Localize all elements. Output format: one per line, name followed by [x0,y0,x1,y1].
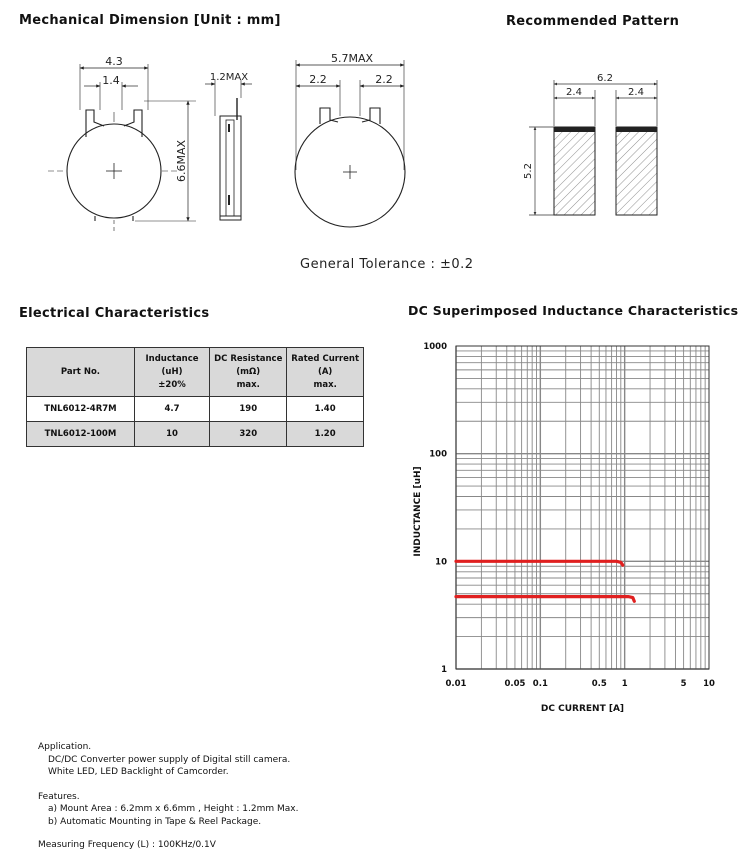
electrical-title: Electrical Characteristics [19,306,210,321]
feature-b: b) Automatic Mounting in Tape & Reel Package. [48,816,262,827]
application-title: Application. [38,742,92,752]
application-line-1: DC/DC Converter power supply of Digital still camera. [48,754,291,765]
cell-part: TNL6012-4R7M [27,397,135,422]
pattern-total: 6.2 [597,73,613,84]
notes [38,741,298,852]
features-title: Features. [38,791,80,802]
general-tolerance: General Tolerance : ±0.2 [300,257,474,272]
x-tick-label: 0.1 [532,679,548,689]
chart-series [456,561,634,601]
application-line-2: White LED, LED Backlight of Camcorder. [48,767,229,777]
feature-a: a) Mount Area : 6.2mm x 6.6mm , Height : 1.2mm Max. [48,804,299,814]
x-tick-label: 1 [621,679,628,689]
header-part-no: Part No. [27,348,135,397]
y-tick-labels [423,342,447,675]
pad-right [616,127,657,215]
cell-current: 1.20 [287,422,364,447]
pattern-drawing [515,60,685,230]
side-view [205,80,252,220]
x-tick-label: 0.01 [445,679,467,689]
table-row [27,397,364,422]
pattern-pad-right: 2.4 [628,87,644,98]
dim-width: 4.3 [105,55,123,68]
series-line-2 [456,597,634,602]
mechanical-drawing [0,40,500,240]
dc-inductance-chart [400,335,750,725]
cell-resistance: 320 [210,422,287,447]
y-tick-label: 1000 [423,342,447,352]
cell-part: TNL6012-100M [27,422,135,447]
measuring-frequency: Measuring Frequency (L) : 100KHz/0.1V [38,840,216,850]
y-tick-label: 100 [429,449,447,460]
dim-height: 6.6MAX [175,139,188,183]
chart-grid [456,346,709,669]
x-tick-label: 0.5 [591,679,607,689]
pattern-title: Recommended Pattern [506,14,680,29]
x-tick-labels [446,679,715,689]
x-tick-label: 10 [703,679,715,689]
dim-right: 2.2 [375,73,393,86]
dim-left: 2.2 [309,73,327,86]
pattern-pad-left: 2.4 [566,87,582,98]
cell-inductance: 4.7 [134,397,209,422]
pad-left [554,127,595,215]
chart-title: DC Superimposed Inductance Characteristics [408,303,739,318]
header-rated-current: Rated Current (A) max. [287,348,364,397]
y-tick-label: 10 [435,557,447,568]
dim-thickness: 1.2MAX [209,72,249,83]
x-axis-label: DC CURRENT [A] [540,704,625,714]
x-tick-label: 5 [680,679,687,689]
cell-resistance: 190 [210,397,287,422]
plot-frame [456,346,709,669]
table-header-row [27,348,364,397]
dim-max-width: 5.7MAX [330,52,374,65]
x-tick-label: 0.05 [504,679,526,689]
header-inductance: Inductance (uH) ±20% [134,348,209,397]
table-row [27,422,364,447]
front-view [48,64,196,232]
electrical-table [26,347,364,447]
y-axis-label: INDUCTANCE [uH] [413,466,423,557]
dim-lead: 1.4 [102,74,120,87]
cell-current: 1.40 [287,397,364,422]
y-tick-label: 1 [441,665,447,675]
header-dc-resistance: DC Resistance (mΩ) max. [210,348,287,397]
pattern-height: 5.2 [523,163,534,179]
cell-inductance: 10 [134,422,209,447]
mechanical-title: Mechanical Dimension [Unit : mm] [19,13,281,28]
